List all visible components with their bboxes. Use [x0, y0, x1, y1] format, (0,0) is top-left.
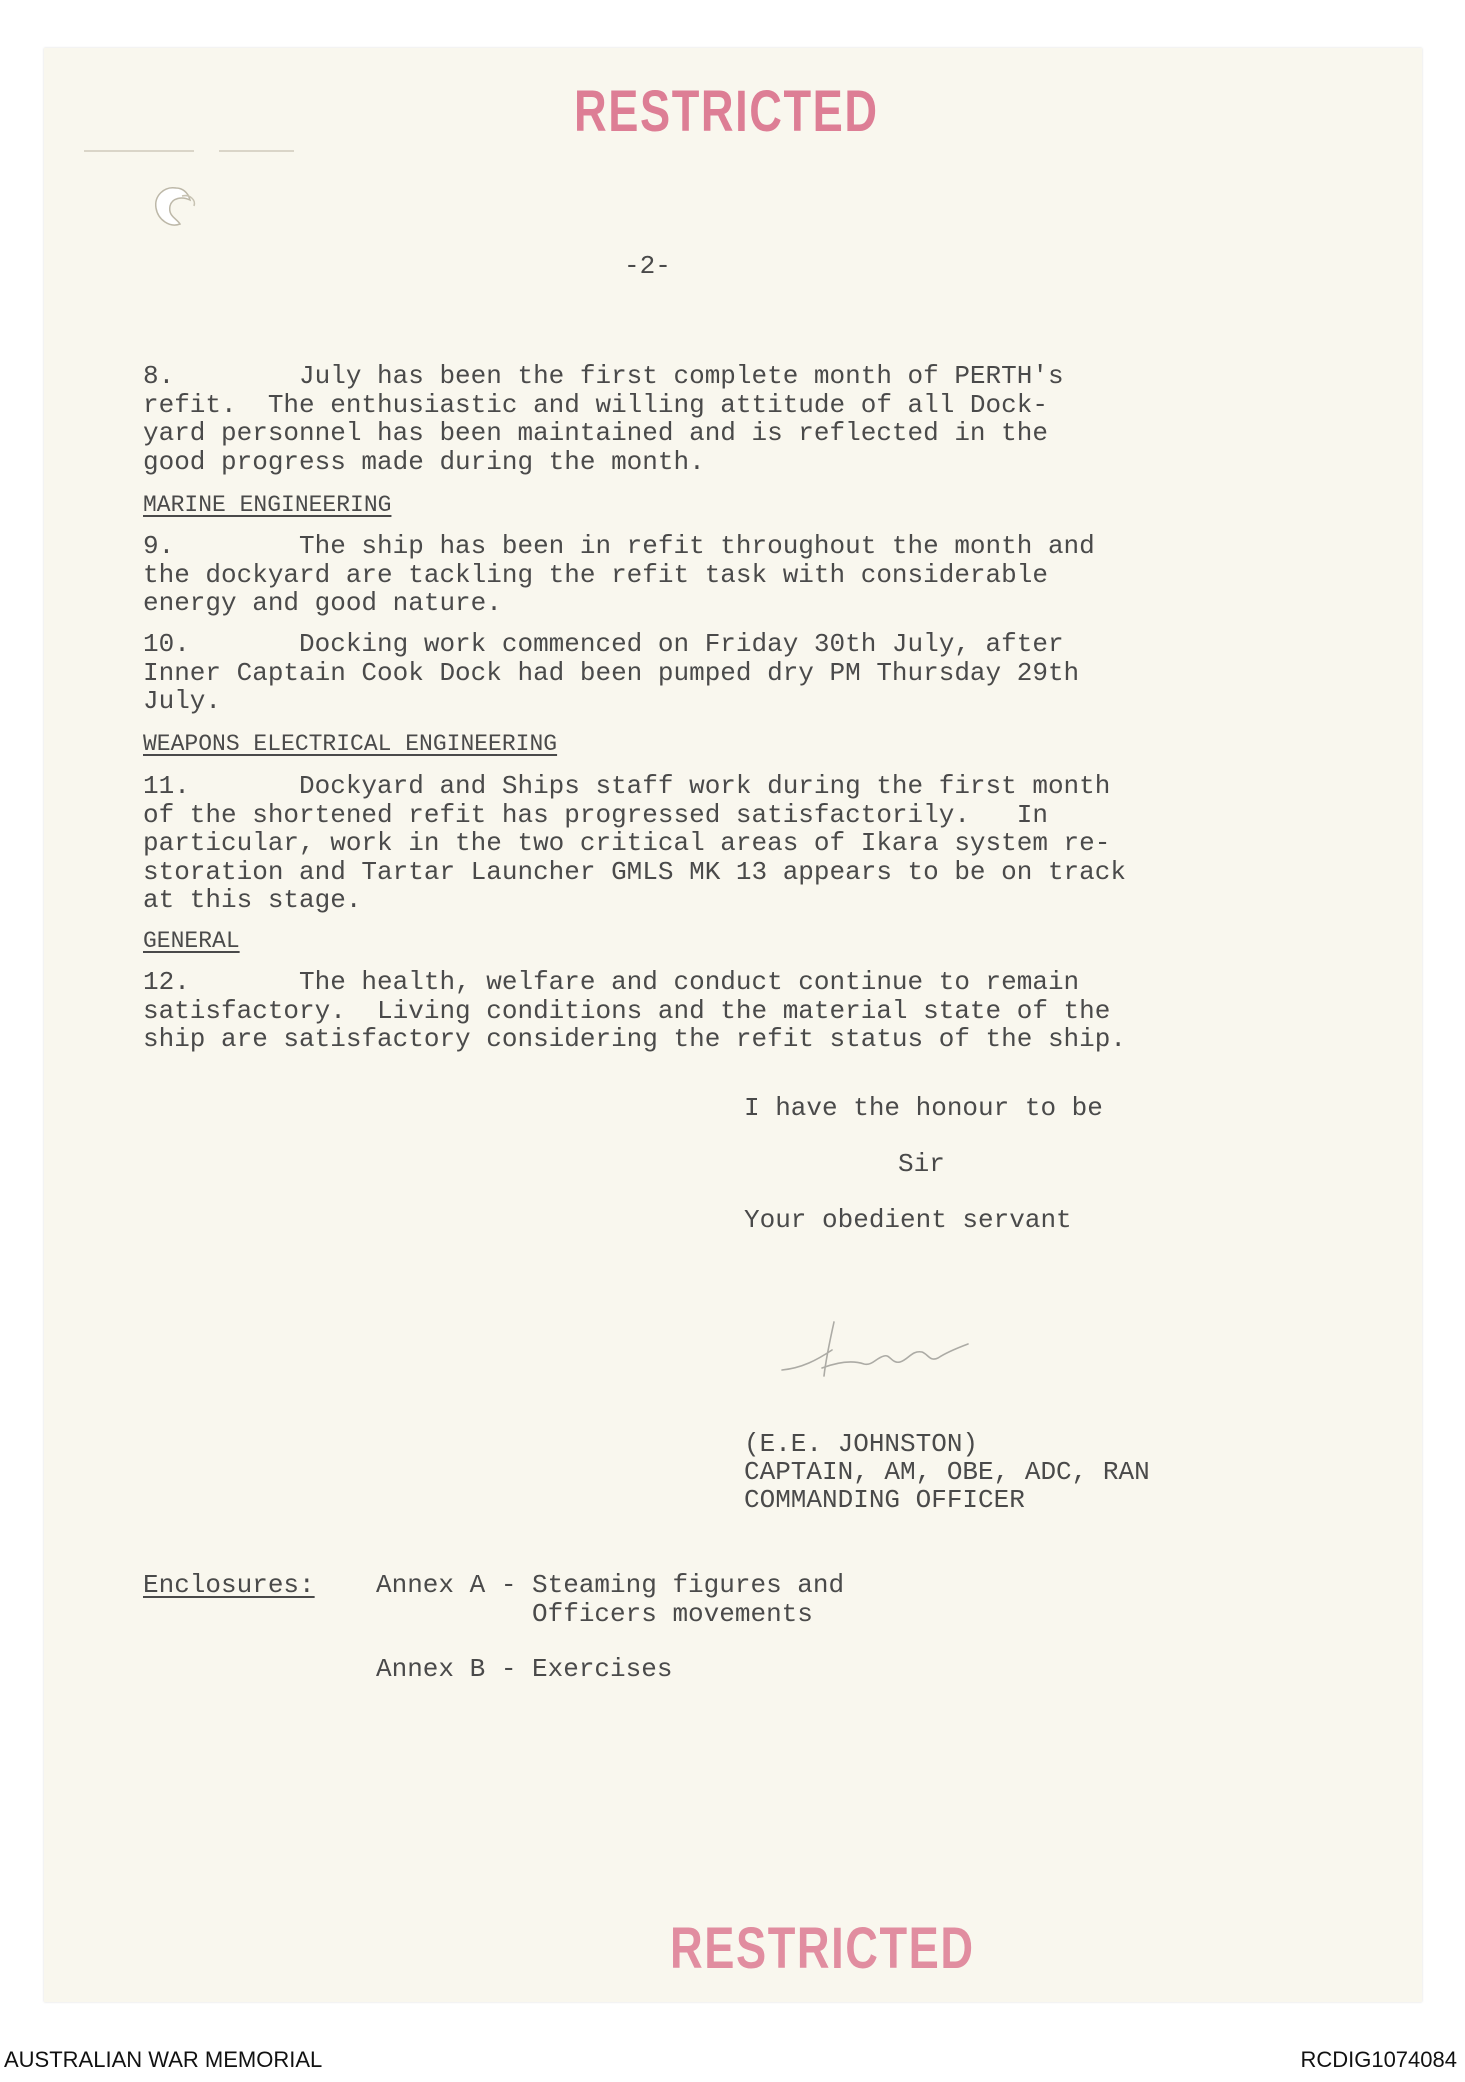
punch-hole-mark: [146, 182, 200, 234]
footer-record-id: RCDIG1074084: [1300, 2047, 1457, 2072]
heading-general: GENERAL: [143, 928, 240, 954]
heading-marine-engineering: MARINE ENGINEERING: [143, 492, 392, 518]
paragraph-10: 10. Docking work commenced on Friday 30th July, after Inner Captain Cook Dock had been pumped dry PM Thursday 29th July.: [143, 629, 1080, 716]
paper-smudge: [219, 150, 294, 152]
paper-smudge: [84, 150, 194, 152]
paragraph-9: 9. The ship has been in refit throughout the month and the dockyard are tackling the refit task with considerable energy and good nature.: [143, 531, 1095, 618]
enclosures-label: Enclosures:: [143, 1570, 315, 1600]
footer-archive-name: AUSTRALIAN WAR MEMORIAL: [4, 2047, 323, 2072]
signatory-rank: CAPTAIN, AM, OBE, ADC, RAN: [744, 1457, 1150, 1487]
enclosure-annex-b: Annex B - Exercises: [376, 1654, 673, 1684]
heading-weapons-electrical-engineering: WEAPONS ELECTRICAL ENGINEERING: [143, 731, 558, 757]
signatory-role: COMMANDING OFFICER: [744, 1485, 1025, 1515]
closing-servant-line: Your obedient servant: [744, 1205, 1072, 1235]
paragraph-11: 11. Dockyard and Ships staff work during the first month of the shortened refit has progressed satisfactorily. In particular, work in the two critical areas of Ikara system re- storation and Tartar Launcher GMLS MK 13 appears to be on track at this stage.: [143, 771, 1126, 915]
restricted-stamp-bottom: RESTRICTED: [670, 1916, 975, 1981]
handwritten-signature: [772, 1310, 982, 1390]
closing-sir-line: Sir: [898, 1149, 945, 1179]
closing-honour-line: I have the honour to be: [744, 1093, 1103, 1123]
signatory-name: (E.E. JOHNSTON): [744, 1429, 979, 1459]
restricted-stamp-top: RESTRICTED: [574, 79, 879, 144]
enclosure-annex-a: Annex A - Steaming figures and Officers movements: [376, 1570, 845, 1629]
page-number: -2-: [624, 251, 671, 281]
paragraph-8: 8. July has been the first complete month of PERTH's refit. The enthusiastic and willing attitude of all Dock- yard personnel has been maintained and is reflected in the good progress made during the month.: [143, 361, 1064, 477]
paragraph-12: 12. The health, welfare and conduct continue to remain satisfactory. Living conditions and the material state of the ship are satisfactory considering the refit status of the ship.: [143, 967, 1126, 1054]
